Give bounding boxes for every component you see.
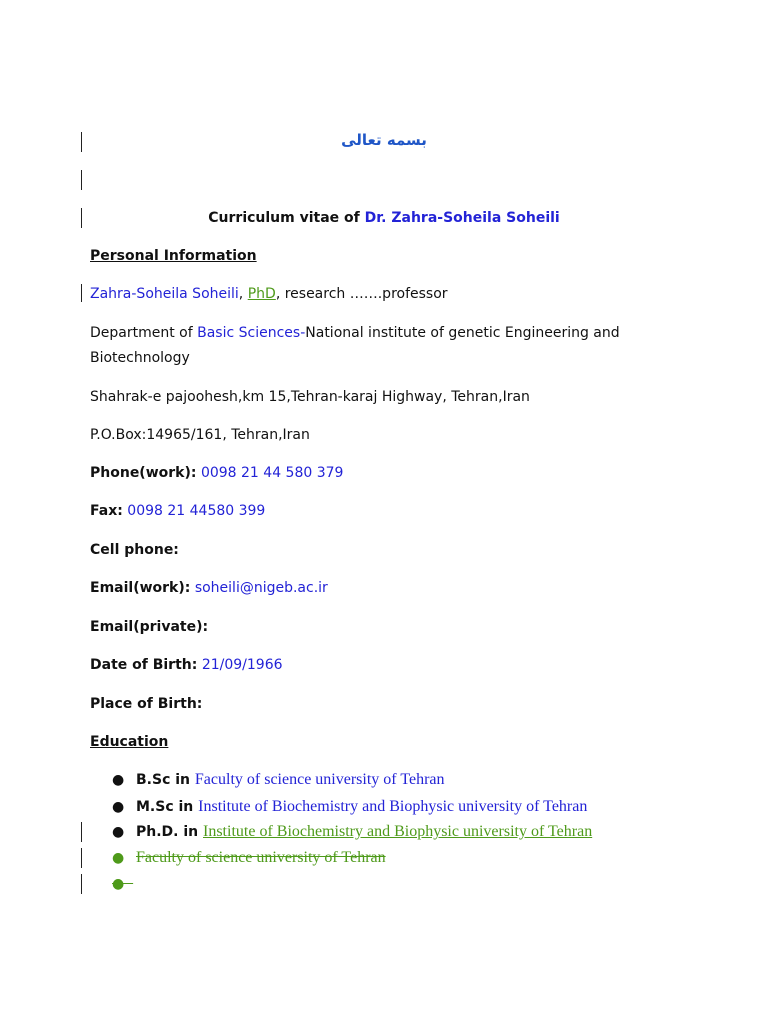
bullet-icon: ●: [112, 876, 134, 892]
pobox-line: P.O.Box:14965/161, Tehran,Iran: [90, 427, 310, 443]
department-line: Department of Basic Sciences-National institute of genetic Engineering and: [90, 325, 620, 341]
address-line: Shahrak-e pajoohesh,km 15,Tehran-karaj Highway, Tehran,Iran: [90, 389, 530, 405]
change-bar: [81, 848, 82, 868]
department-line-2: Biotechnology: [90, 350, 190, 366]
list-item: Ph.D. in Institute of Biochemistry and Biophysic university of Tehran: [136, 823, 593, 840]
education-heading: Education: [90, 734, 169, 750]
list-item: B.Sc in Faculty of science university of Tehran: [136, 771, 445, 788]
email-private-line: Email(private):: [90, 619, 209, 635]
phone-line: Phone(work): 0098 21 44 580 379: [90, 465, 344, 481]
cell-phone-line: Cell phone:: [90, 542, 179, 558]
pob-line: Place of Birth:: [90, 696, 203, 712]
cv-title: Curriculum vitae of Dr. Zahra-Soheila Soheili: [208, 210, 560, 226]
list-item: M.Sc in Institute of Biochemistry and Biophysic university of Tehran: [136, 798, 588, 815]
arabic-heading: بسمه تعالی: [341, 131, 427, 149]
bullet-icon: ●: [112, 824, 125, 840]
dob-line: Date of Birth: 21/09/1966: [90, 657, 283, 673]
name-line: Zahra-Soheila Soheili, PhD, research …….professor: [90, 286, 448, 302]
fax-line: Fax: 0098 21 44580 399: [90, 503, 266, 519]
change-bar: [81, 284, 82, 302]
change-bar: [81, 170, 82, 190]
bullet-icon: ●: [112, 799, 125, 815]
degree-link[interactable]: PhD: [247, 286, 276, 302]
list-item-deleted: Faculty of science university of Tehran: [136, 849, 386, 866]
change-bar: [81, 874, 82, 894]
bullet-icon: ●: [112, 850, 125, 866]
email-work-line: Email(work): soheili@nigeb.ac.ir: [90, 580, 328, 596]
bullet-icon: ●: [112, 772, 125, 788]
cv-name: Dr. Zahra-Soheila Soheili: [364, 210, 560, 226]
change-bar: [81, 822, 82, 842]
email-link[interactable]: soheili@nigeb.ac.ir: [194, 580, 328, 596]
personal-info-heading: Personal Information: [90, 248, 257, 264]
